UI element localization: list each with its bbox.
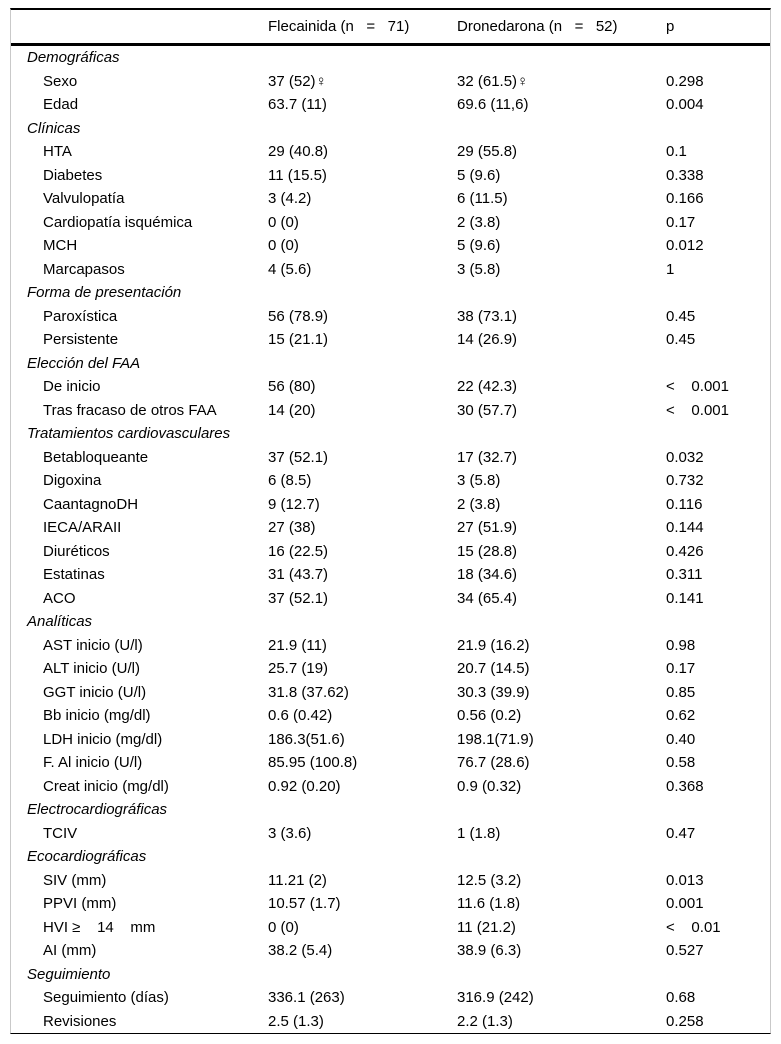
table-row	[11, 446, 770, 470]
value-p: 0.032	[666, 448, 704, 466]
table-row	[11, 469, 770, 493]
comparison-table-container	[10, 8, 771, 1034]
value-p: 0.426	[666, 542, 704, 560]
row-label: IECA/ARAII	[43, 519, 122, 537]
row-label: Creat inicio (mg/dl)	[43, 777, 169, 795]
value-p: 0.001	[666, 895, 704, 913]
value-p: 0.141	[666, 589, 704, 607]
value-dronedarona: 18 (34.6)	[457, 566, 518, 584]
col-header-empty	[11, 10, 268, 45]
value-flecainida: 56 (80)	[268, 378, 316, 396]
table-row	[11, 140, 770, 164]
value-dronedarona: 69.6 (11,6)	[457, 96, 529, 114]
value-dronedarona: 2.2 (1.3)	[457, 1012, 513, 1030]
table-row	[11, 399, 770, 423]
value-dronedarona: 17 (32.7)	[457, 448, 518, 466]
value-flecainida: 31.8 (37.62)	[268, 683, 349, 701]
section-row	[11, 845, 770, 869]
row-label: Bb inicio (mg/dl)	[43, 707, 151, 725]
value-flecainida: 0.6 (0.42)	[268, 707, 333, 725]
comparison-table	[11, 10, 770, 1033]
section-row	[11, 610, 770, 634]
row-label: AST inicio (U/l)	[43, 636, 143, 654]
value-p: 0.98	[666, 636, 696, 654]
value-dronedarona: 3 (5.8)	[457, 260, 501, 278]
table-row	[11, 305, 770, 329]
value-dronedarona: 5 (9.6)	[457, 237, 501, 255]
value-flecainida: 14 (20)	[268, 401, 316, 419]
row-label: Cardiopatía isquémica	[43, 213, 193, 231]
value-flecainida: 186.3(51.6)	[268, 730, 345, 748]
row-label: CaantagnoDH	[43, 495, 139, 513]
value-flecainida: 336.1 (263)	[268, 989, 345, 1007]
section-title: Electrocardiográficas	[27, 801, 168, 819]
value-flecainida: 31 (43.7)	[268, 566, 329, 584]
value-p: 0.17	[666, 213, 696, 231]
value-dronedarona: 0.56 (0.2)	[457, 707, 522, 725]
value-dronedarona: 20.7 (14.5)	[457, 660, 530, 678]
row-label: Marcapasos	[43, 260, 125, 278]
row-label: Diuréticos	[43, 542, 110, 560]
value-flecainida: 37 (52)♀	[268, 72, 327, 90]
value-flecainida: 11 (15.5)	[268, 166, 327, 184]
value-flecainida: 6 (8.5)	[268, 472, 312, 490]
value-p: 0.62	[666, 707, 696, 725]
row-label: HVI ≥ 14 mm	[43, 918, 156, 936]
table-row	[11, 187, 770, 211]
value-p: 0.116	[666, 495, 703, 513]
section-title: Tratamientos cardiovasculares	[27, 425, 231, 443]
table-row	[11, 93, 770, 117]
value-dronedarona: 32 (61.5)♀	[457, 72, 529, 90]
row-label: Digoxina	[43, 472, 102, 490]
value-p: 0.166	[666, 190, 704, 208]
value-p: 0.45	[666, 307, 696, 325]
col-header-p: p	[666, 10, 770, 45]
row-label: Valvulopatía	[43, 190, 125, 208]
value-p: 0.527	[666, 942, 704, 960]
value-flecainida: 15 (21.1)	[268, 331, 329, 349]
value-flecainida: 3 (4.2)	[268, 190, 312, 208]
value-p: 1	[666, 260, 675, 278]
row-label: Paroxística	[43, 307, 118, 325]
row-label: ACO	[43, 589, 76, 607]
value-p: 0.17	[666, 660, 696, 678]
value-dronedarona: 316.9 (242)	[457, 989, 534, 1007]
value-flecainida: 0.92 (0.20)	[268, 777, 341, 795]
value-dronedarona: 27 (51.9)	[457, 519, 518, 537]
value-flecainida: 0 (0)	[268, 237, 299, 255]
table-row	[11, 375, 770, 399]
section-title: Clínicas	[27, 119, 81, 137]
value-flecainida: 4 (5.6)	[268, 260, 312, 278]
value-p: 0.58	[666, 754, 696, 772]
value-p: 0.298	[666, 72, 704, 90]
table-row	[11, 704, 770, 728]
value-flecainida: 56 (78.9)	[268, 307, 329, 325]
value-dronedarona: 3 (5.8)	[457, 472, 501, 490]
value-dronedarona: 29 (55.8)	[457, 143, 518, 161]
section-title: Seguimiento	[27, 965, 111, 983]
row-label: F. Al inicio (U/l)	[43, 754, 143, 772]
row-label: Tras fracaso de otros FAA	[43, 401, 217, 419]
value-p: 0.144	[666, 519, 704, 537]
col-header-dronedarona: Dronedarona (n = 52)	[457, 10, 666, 45]
value-flecainida: 11.21 (2)	[268, 871, 327, 889]
row-label: MCH	[43, 237, 78, 255]
table-row	[11, 328, 770, 352]
value-flecainida: 0 (0)	[268, 918, 299, 936]
value-dronedarona: 21.9 (16.2)	[457, 636, 530, 654]
value-dronedarona: 30.3 (39.9)	[457, 683, 530, 701]
section-row	[11, 352, 770, 376]
value-dronedarona: 198.1(71.9)	[457, 730, 534, 748]
value-flecainida: 29 (40.8)	[268, 143, 329, 161]
value-dronedarona: 38.9 (6.3)	[457, 942, 522, 960]
section-title: Demográficas	[27, 49, 120, 67]
row-label: Persistente	[43, 331, 119, 349]
value-p: 0.368	[666, 777, 704, 795]
value-flecainida: 21.9 (11)	[268, 636, 327, 654]
section-row	[11, 422, 770, 446]
value-p: 0.45	[666, 331, 696, 349]
value-p: 0.258	[666, 1012, 704, 1030]
section-row	[11, 798, 770, 822]
table-row	[11, 822, 770, 846]
value-flecainida: 10.57 (1.7)	[268, 895, 341, 913]
row-label: Betabloqueante	[43, 448, 149, 466]
section-title: Forma de presentación	[27, 284, 182, 302]
table-row	[11, 258, 770, 282]
row-label: De inicio	[43, 378, 101, 396]
value-p: < 0.01	[666, 918, 721, 936]
row-label: SIV (mm)	[43, 871, 107, 889]
table-header	[11, 10, 770, 45]
value-p: < 0.001	[666, 378, 729, 396]
table-row	[11, 775, 770, 799]
row-label: HTA	[43, 143, 72, 161]
value-dronedarona: 14 (26.9)	[457, 331, 518, 349]
value-p: 0.013	[666, 871, 704, 889]
table-row	[11, 70, 770, 94]
row-label: PPVI (mm)	[43, 895, 117, 913]
value-dronedarona: 76.7 (28.6)	[457, 754, 530, 772]
section-title: Elección del FAA	[27, 354, 141, 372]
value-p: 0.47	[666, 824, 696, 842]
value-p: 0.311	[666, 566, 703, 584]
row-label: ALT inicio (U/l)	[43, 660, 140, 678]
header-row	[11, 10, 770, 45]
value-p: 0.68	[666, 989, 696, 1007]
value-dronedarona: 30 (57.7)	[457, 401, 518, 419]
value-flecainida: 85.95 (100.8)	[268, 754, 358, 772]
table-row	[11, 493, 770, 517]
value-p: 0.004	[666, 96, 704, 114]
table-row	[11, 164, 770, 188]
section-title: Analíticas	[27, 613, 93, 631]
table-row	[11, 211, 770, 235]
row-label: LDH inicio (mg/dl)	[43, 730, 163, 748]
row-label: GGT inicio (U/l)	[43, 683, 147, 701]
value-dronedarona: 11 (21.2)	[457, 918, 516, 936]
value-dronedarona: 2 (3.8)	[457, 213, 501, 231]
row-label: Edad	[43, 96, 79, 114]
value-dronedarona: 5 (9.6)	[457, 166, 501, 184]
value-dronedarona: 22 (42.3)	[457, 378, 518, 396]
table-row	[11, 916, 770, 940]
value-dronedarona: 15 (28.8)	[457, 542, 518, 560]
table-row	[11, 892, 770, 916]
row-label: Seguimiento (días)	[43, 989, 169, 1007]
value-dronedarona: 34 (65.4)	[457, 589, 518, 607]
table-row	[11, 516, 770, 540]
table-row	[11, 728, 770, 752]
value-flecainida: 0 (0)	[268, 213, 299, 231]
table-row	[11, 657, 770, 681]
table-row	[11, 751, 770, 775]
value-flecainida: 63.7 (11)	[268, 96, 327, 114]
row-label: AI (mm)	[43, 942, 97, 960]
table-row	[11, 634, 770, 658]
table-row	[11, 1010, 770, 1034]
value-dronedarona: 0.9 (0.32)	[457, 777, 522, 795]
table-row	[11, 563, 770, 587]
row-label: TCIV	[43, 824, 78, 842]
value-p: 0.732	[666, 472, 704, 490]
value-flecainida: 37 (52.1)	[268, 448, 329, 466]
section-row	[11, 963, 770, 987]
table-body	[11, 45, 770, 1034]
section-row	[11, 117, 770, 141]
value-p: 0.1	[666, 143, 687, 161]
value-dronedarona: 2 (3.8)	[457, 495, 501, 513]
value-p: < 0.001	[666, 401, 729, 419]
table-row	[11, 986, 770, 1010]
row-label: Estatinas	[43, 566, 105, 584]
row-label: Diabetes	[43, 166, 103, 184]
value-flecainida: 25.7 (19)	[268, 660, 329, 678]
row-label: Revisiones	[43, 1012, 117, 1030]
value-flecainida: 37 (52.1)	[268, 589, 329, 607]
table-row	[11, 587, 770, 611]
table-row	[11, 869, 770, 893]
value-p: 0.85	[666, 683, 696, 701]
value-flecainida: 9 (12.7)	[268, 495, 320, 513]
section-row	[11, 45, 770, 70]
value-dronedarona: 1 (1.8)	[457, 824, 501, 842]
section-title: Ecocardiográficas	[27, 848, 147, 866]
value-flecainida: 3 (3.6)	[268, 824, 312, 842]
value-flecainida: 27 (38)	[268, 519, 316, 537]
value-flecainida: 16 (22.5)	[268, 542, 329, 560]
table-row	[11, 681, 770, 705]
row-label: Sexo	[43, 72, 78, 90]
value-p: 0.40	[666, 730, 696, 748]
table-row	[11, 939, 770, 963]
value-dronedarona: 38 (73.1)	[457, 307, 518, 325]
value-dronedarona: 12.5 (3.2)	[457, 871, 522, 889]
value-dronedarona: 11.6 (1.8)	[457, 895, 521, 913]
col-header-flecainida: Flecainida (n = 71)	[268, 10, 457, 45]
table-row	[11, 540, 770, 564]
value-flecainida: 38.2 (5.4)	[268, 942, 333, 960]
value-p: 0.012	[666, 237, 704, 255]
table-row	[11, 234, 770, 258]
value-flecainida: 2.5 (1.3)	[268, 1012, 324, 1030]
value-dronedarona: 6 (11.5)	[457, 190, 508, 208]
section-row	[11, 281, 770, 305]
value-p: 0.338	[666, 166, 704, 184]
